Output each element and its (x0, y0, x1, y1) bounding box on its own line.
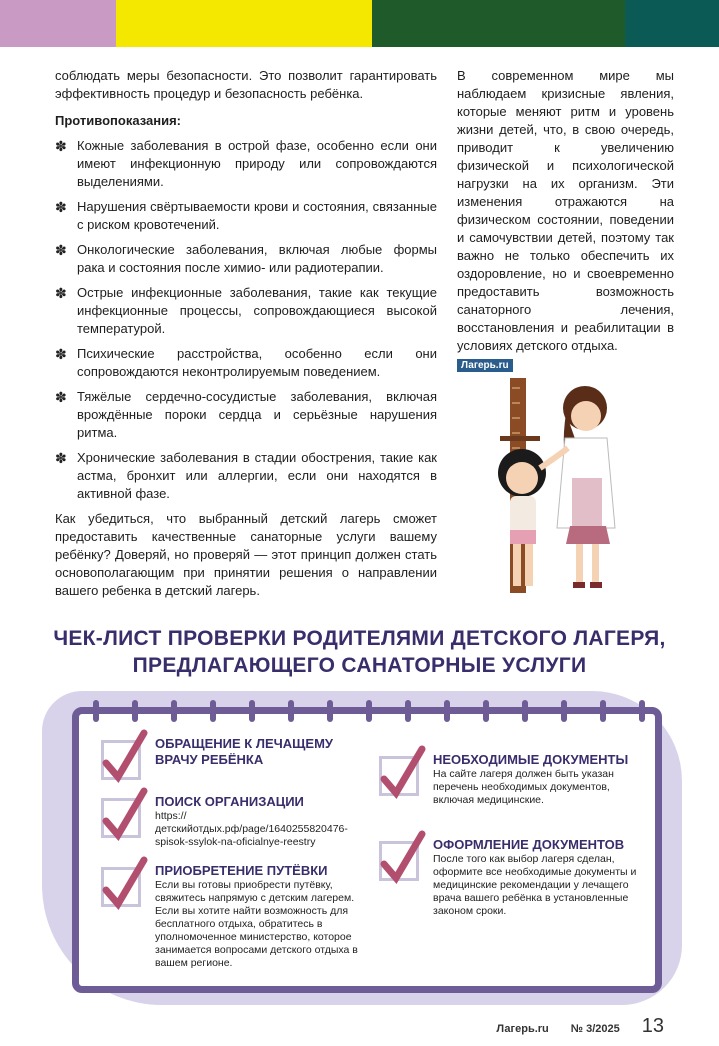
checklist-item (101, 736, 359, 780)
intro-paragraph: соблюдать меры безопасности. Это позволит гарантировать эффективность процедур и безопасность ребёнка. (55, 68, 437, 101)
checklist-item-title: ПОИСК ОРГАНИЗАЦИИ (155, 794, 304, 809)
contraindication-text: Психические расстройства, особенно если они сопровождаются неконтролируемым поведением. (77, 346, 437, 379)
checklist-title: ЧЕК-ЛИСТ ПРОВЕРКИ РОДИТЕЛЯМИ ДЕТСКОГО ЛАГЕРЯ, ПРЕДЛАГАЮЩЕГО САНАТОРНЫЕ УСЛУГИ (53, 627, 666, 677)
checkbox-checked-icon (101, 798, 141, 838)
binder-ring (93, 700, 99, 722)
right-column (457, 67, 674, 593)
checklist-item-text: Если вы готовы приобрести путёвку, свяжитесь напрямую с детским лагерем. Если вы хотите найти возможность для бесплатного отдыха, обратитесь в уполномоченное министерство, которое занимается вопросами детского отдыха в вашем регионе. (155, 879, 358, 969)
binder-ring (639, 700, 645, 722)
binder-ring (288, 700, 294, 722)
checklist-item-title: ОФОРМЛЕНИЕ ДОКУМЕНТОВ (433, 837, 625, 852)
contraindication-item (55, 137, 437, 191)
contraindication-text: Нарушения свёртываемости крови и состояния, связанные с риском кровотечений. (77, 199, 437, 232)
footer-issue: № 3/2025 (570, 1023, 620, 1035)
flower-bullet-icon: ✽ (55, 389, 67, 405)
binder-ring (405, 700, 411, 722)
checkbox-checked-icon (379, 756, 419, 796)
outro-paragraph: Как убедиться, что выбранный детский лагерь сможет предоставить качественные санаторные услуги вашему ребёнку? Доверяй, но проверяй — этот принцип должен стать основополагающим при принятии решения о направлении вашего ребенка в детский лагерь. (55, 511, 437, 598)
contraindication-text: Кожные заболевания в острой фазе, особенно если они имеют инфекционную природу или сопровождаются выделениями. (77, 138, 437, 189)
doctor-measuring-child-illustration (470, 378, 640, 593)
contraindications-list (55, 137, 437, 503)
contraindication-item (55, 388, 437, 442)
checklist-column-right (379, 736, 637, 970)
checklist-item (101, 794, 359, 849)
article-columns (55, 67, 674, 609)
checklist-column-left (101, 736, 359, 970)
contraindication-item (55, 241, 437, 277)
flower-bullet-icon: ✽ (55, 450, 67, 466)
binder-ring (171, 700, 177, 722)
contraindication-text: Тяжёлые сердечно-сосудистые заболевания, включая врождённые пороки сердца и серьёзные нарушения ритма. (77, 389, 437, 440)
flower-bullet-icon: ✽ (55, 285, 67, 301)
color-bar-teal (625, 0, 719, 47)
contraindication-item (55, 449, 437, 503)
checklist-item (379, 752, 637, 807)
binder-ring (132, 700, 138, 722)
contraindication-item (55, 284, 437, 338)
contraindications-title: Противопоказания: (55, 113, 181, 128)
binder-ring (561, 700, 567, 722)
left-column (55, 67, 437, 609)
contraindication-item (55, 198, 437, 234)
checklist-item-text: https://детскийотдых.рф/page/1640255820476-spisok-ssylok-na-oficialnye-reestry (155, 810, 348, 848)
binder-ring (210, 700, 216, 722)
flower-bullet-icon: ✽ (55, 138, 67, 154)
checklist-item-title: ОБРАЩЕНИЕ К ЛЕЧАЩЕМУ ВРАЧУ РЕБЁНКА (155, 736, 334, 767)
source-tag: Лагерь.ru (457, 359, 513, 372)
contraindication-text: Хронические заболевания в стадии обострения, такие как астма, бронхит или аллергии, если они находятся в активной фазе. (77, 450, 437, 501)
checklist-section (42, 691, 682, 1005)
checklist-item (379, 837, 637, 918)
binder-ring (522, 700, 528, 722)
checkbox-checked-icon (101, 867, 141, 907)
checklist-board (72, 707, 662, 993)
checklist-item (101, 863, 359, 970)
checklist-item-text: На сайте лагеря должен быть указан перечень необходимых документов, включая медицинские. (433, 768, 614, 806)
binder-ring (444, 700, 450, 722)
contraindication-text: Онкологические заболевания, включая любые формы рака и состояния после химио- или радиотерапии. (77, 242, 437, 275)
checklist-item-title: НЕОБХОДИМЫЕ ДОКУМЕНТЫ (433, 752, 629, 767)
flower-bullet-icon: ✽ (55, 346, 67, 362)
flower-bullet-icon: ✽ (55, 242, 67, 258)
color-bar-yellow (116, 0, 372, 47)
binder-ring (483, 700, 489, 722)
contraindication-item (55, 345, 437, 381)
binder-ring (327, 700, 333, 722)
binder-ring (600, 700, 606, 722)
contraindication-text: Острые инфекционные заболевания, такие как текущие инфекционные процессы, сопровождающиеся высокой температурой. (77, 285, 437, 336)
color-bar-green (372, 0, 625, 47)
color-bar-pink (0, 0, 116, 47)
checklist-item-text: После того как выбор лагеря сделан, оформите все необходимые документы и медицинские рекомендации у лечащего врача вашего ребёнка в установленные законом сроки. (433, 853, 637, 917)
flower-bullet-icon: ✽ (55, 199, 67, 215)
checkbox-checked-icon (379, 841, 419, 881)
checklist-item-title: ПРИОБРЕТЕНИЕ ПУТЁВКИ (155, 863, 328, 878)
binder-ring (366, 700, 372, 722)
color-bar (0, 0, 719, 47)
binder-ring (249, 700, 255, 722)
footer-brand: Лагерь.ru (496, 1023, 549, 1035)
right-column-text: В современном мире мы наблюдаем кризисные явления, которые меняют ритм и уровень жизни детей, что, в свою очередь, приводит к увеличению физической и психологической нагрузки на их организм. Эти изменения отражаются на физическом состоянии, поведении и самочувствии детей, поэтому так важно не только обеспечить их оздоровление, но и своевременно предоставить возможность санаторного лечения, восстановления и реабилитации в условиях детского отдыха. (457, 68, 674, 353)
checkbox-checked-icon (101, 740, 141, 780)
page-number: 13 (641, 1015, 664, 1037)
page-footer (0, 1015, 664, 1038)
